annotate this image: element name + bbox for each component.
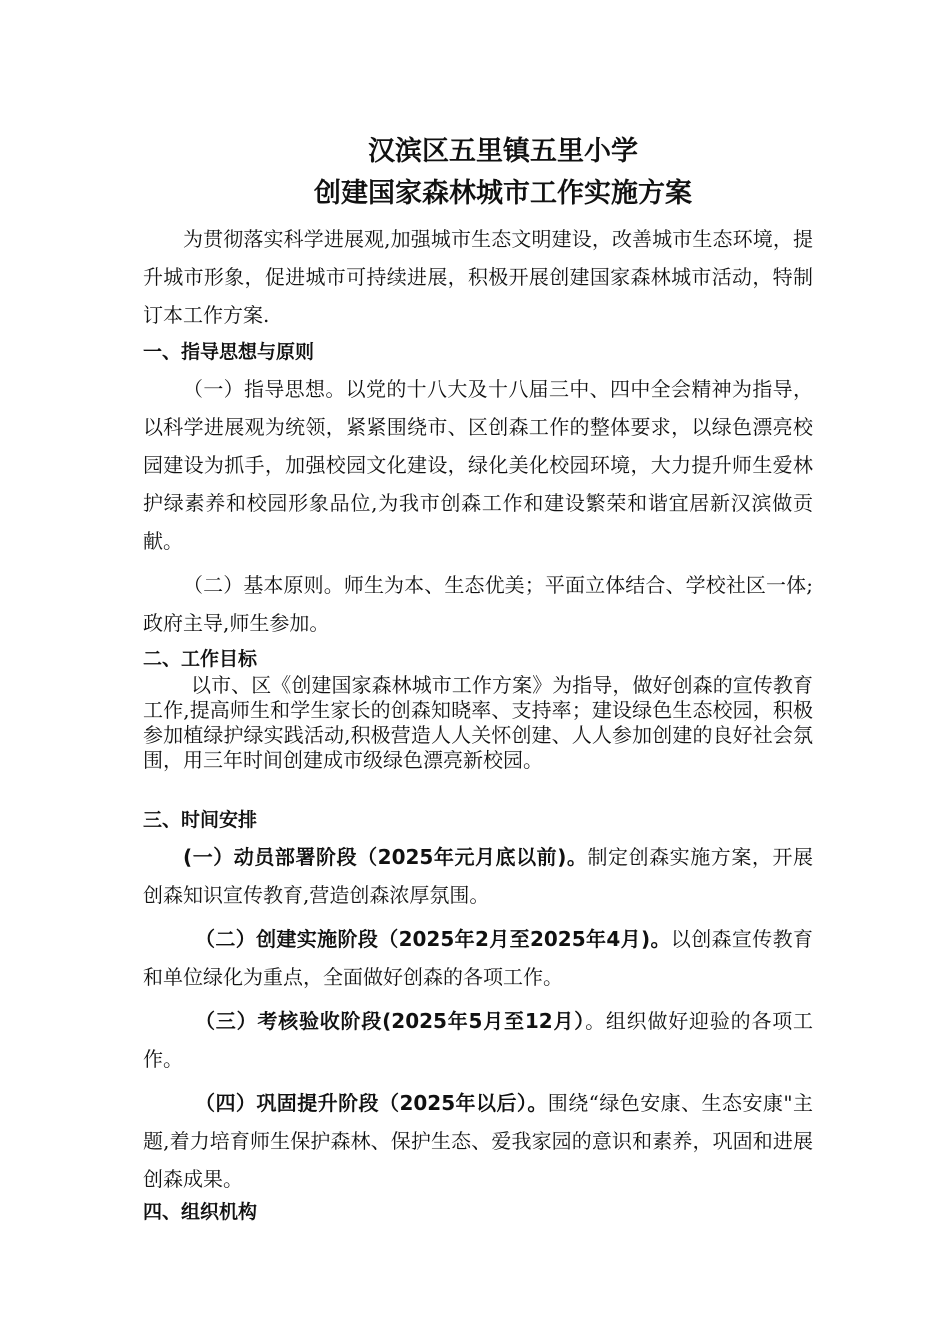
- schedule-item: (一）动员部署阶段（2025年元月底以前)。制定创森实施方案，开展创森知识宣传教育,营造创森浓厚氛围。: [143, 845, 814, 907]
- document-title-line-2: 创建国家森林城市工作实施方案: [314, 178, 692, 209]
- schedule-item: （二）创建实施阶段（2025年2月至2025年4月)。以创森宣传教育和单位绿化为重点，全面做好创森的各项工作。: [143, 927, 813, 989]
- section-1-paragraph-2: （二）基本原则。师生为本、生态优美；平面立体结合、学校社区一体;政府主导,师生参加。: [143, 573, 813, 635]
- document-title-line-1: 汉滨区五里镇五里小学: [368, 136, 638, 167]
- section-3-heading: 三、时间安排: [143, 809, 258, 831]
- section-4-heading: 四、组织机构: [143, 1201, 258, 1223]
- schedule-item: （三）考核验收阶段(2025年5月至12月）。组织做好迎验的各项工作。: [143, 1009, 814, 1071]
- section-2-heading: 二、工作目标: [143, 648, 258, 670]
- section-2: [143, 645, 813, 773]
- section-1: [143, 338, 813, 642]
- section-2-paragraph: 以市、区《创建国家森林城市工作方案》为指导，做好创森的宣传教育工作,提高师生和学生家长的创森知晓率、支持率；建设绿色生态校园，积极参加植绿护绿实践活动,积极营造人人关怀创建、人人参加创建的良好社会氛围，用三年时间创建成市级绿色漂亮新校园。: [143, 673, 813, 772]
- section-3: [143, 806, 813, 1226]
- section-1-paragraph-1: （一）指导思想。以党的十八大及十八届三中、四中全会精神为指导，以科学进展观为统领，紧紧围绕市、区创森工作的整体要求，以绿色漂亮校园建设为抓手，加强校园文化建设，绿化美化校园环境，大力提升师生爱林护绿素养和校园形象品位,为我市创森工作和建设繁荣和谐宜居新汉滨做贡献。: [143, 377, 813, 553]
- intro-paragraph: 为贯彻落实科学进展观,加强城市生态文明建设，改善城市生态环境，提升城市形象，促进城市可持续进展，积极开展创建国家森林城市活动，特制订本工作方案.: [143, 227, 813, 327]
- section-1-heading: 一、指导思想与原则: [143, 341, 315, 363]
- schedule-item: （四）巩固提升阶段（2025年以后）。围绕“绿色安康、生态安康"主题,着力培育师生保护森林、保护生态、爱我家园的意识和素养，巩固和进展创森成果。: [143, 1091, 813, 1191]
